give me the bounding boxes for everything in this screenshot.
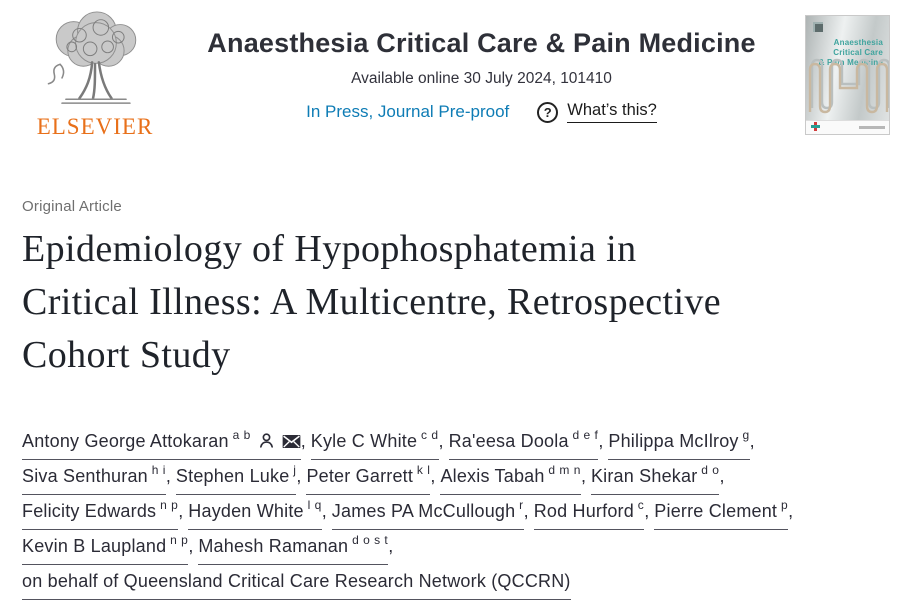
cover-waveform-art (806, 54, 890, 121)
author-link[interactable] (22, 460, 166, 495)
author-name: Kevin B Laupland (22, 536, 167, 556)
cover-footer-text (859, 126, 885, 129)
author-name: Philippa McIlroy (608, 431, 739, 451)
page-header (0, 0, 898, 162)
author-affiliation-sup: a b (228, 428, 251, 442)
author-name: Alexis Tabah (440, 466, 545, 486)
available-online-text: Available online 30 July 2024, 101410 (351, 70, 612, 87)
author-link[interactable] (306, 460, 430, 495)
author-affiliation-sup: p (777, 498, 789, 512)
author-list (22, 425, 876, 600)
group-author-link[interactable]: on behalf of Queensland Critical Care Research Network (QCCRN) (22, 565, 571, 600)
author-link[interactable] (449, 425, 599, 460)
author-affiliation-sup: j (289, 463, 297, 477)
author-link[interactable] (591, 460, 719, 495)
author-separator: , (321, 501, 332, 521)
author-separator: , (165, 466, 176, 486)
author-link[interactable] (311, 425, 439, 460)
author-separator: , (300, 431, 311, 451)
author-name: Ra'eesa Doola (448, 431, 569, 451)
author-name: Hayden White (188, 501, 304, 521)
article-title-line: Cohort Study (22, 334, 231, 376)
elsevier-tree-icon (35, 94, 155, 111)
author-affiliation-sup: n p (156, 498, 179, 512)
article-header-region (0, 198, 898, 600)
author-separator: , (438, 431, 449, 451)
author-link[interactable] (534, 495, 645, 530)
author-separator: , (388, 536, 394, 556)
author-link[interactable] (176, 460, 297, 495)
author-affiliation-sup: c (633, 498, 645, 512)
author-affiliation-sup: c d (417, 428, 439, 442)
author-name: Mahesh Ramanan (198, 536, 349, 556)
author-affiliation-sup: d m n (544, 463, 581, 477)
author-separator: , (644, 501, 655, 521)
elsevier-wordmark: ELSEVIER (36, 114, 154, 139)
cover-title-line: & Pain Medicine (818, 58, 883, 67)
author-separator: , (296, 466, 307, 486)
article-category-label: Original Article (22, 198, 122, 215)
author-affiliation-sup: r (515, 498, 524, 512)
author-name: Stephen Luke (175, 466, 290, 486)
cover-footer-strip (806, 120, 889, 134)
author-link[interactable] (22, 425, 301, 460)
author-separator: , (188, 536, 199, 556)
author-name: Pierre Clement (654, 501, 778, 521)
author-link[interactable] (22, 530, 188, 565)
author-link[interactable] (332, 495, 524, 530)
author-name: Kiran Shekar (590, 466, 698, 486)
author-affiliation-sup: n p (166, 533, 189, 547)
author-link[interactable] (440, 460, 581, 495)
author-name: Siva Senthuran (22, 466, 148, 486)
journal-header (170, 28, 793, 123)
author-link[interactable] (654, 495, 788, 530)
author-separator: , (178, 501, 189, 521)
cover-title-line: Critical Care (833, 48, 883, 57)
help-question-icon[interactable]: ? (537, 102, 558, 123)
author-name: Kyle C White (310, 431, 418, 451)
in-press-link[interactable]: In Press, Journal Pre-proof (306, 102, 510, 121)
author-link[interactable] (188, 495, 321, 530)
whats-this-link[interactable]: What’s this? (567, 101, 657, 123)
author-separator: , (430, 466, 441, 486)
inpress-row (170, 101, 793, 123)
elsevier-logo[interactable] (24, 10, 166, 140)
author-affiliation-sup: d o s t (348, 533, 389, 547)
author-affiliation-sup: k l (413, 463, 431, 477)
author-affiliation-sup: d e f (568, 428, 599, 442)
cover-title-line: Anaesthesia (833, 38, 883, 47)
author-name: Antony George Attokaran (22, 431, 229, 451)
article-title-line: Critical Illness: A Multicentre, Retrospective (22, 281, 722, 323)
author-affiliation-sup: h i (147, 463, 166, 477)
author-link[interactable] (198, 530, 388, 565)
whats-this-wrap (537, 101, 657, 123)
email-icon[interactable] (275, 431, 301, 451)
author-link[interactable] (608, 425, 749, 460)
article-title (22, 223, 876, 382)
author-separator: , (788, 501, 794, 521)
journal-title-link[interactable]: Anaesthesia Critical Care & Pain Medicine (207, 28, 756, 58)
journal-cover-thumbnail[interactable] (805, 15, 890, 135)
author-affiliation-sup: d o (697, 463, 720, 477)
author-separator: , (580, 466, 591, 486)
author-separator: , (523, 501, 534, 521)
author-separator: , (598, 431, 609, 451)
cover-publisher-mark (813, 22, 823, 32)
author-name: Rod Hurford (533, 501, 634, 521)
author-affiliation-sup: g (738, 428, 750, 442)
author-separator: , (719, 466, 725, 486)
author-affiliation-sup: l q (303, 498, 322, 512)
author-link[interactable] (22, 495, 178, 530)
author-name: James PA McCullough (331, 501, 516, 521)
article-title-line: Epidemiology of Hypophosphatemia in (22, 228, 637, 270)
cover-society-logo (811, 122, 820, 131)
person-icon[interactable] (251, 431, 275, 451)
author-name: Peter Garrett (306, 466, 414, 486)
author-separator: , (749, 431, 755, 451)
author-name: Felicity Edwards (22, 501, 157, 521)
